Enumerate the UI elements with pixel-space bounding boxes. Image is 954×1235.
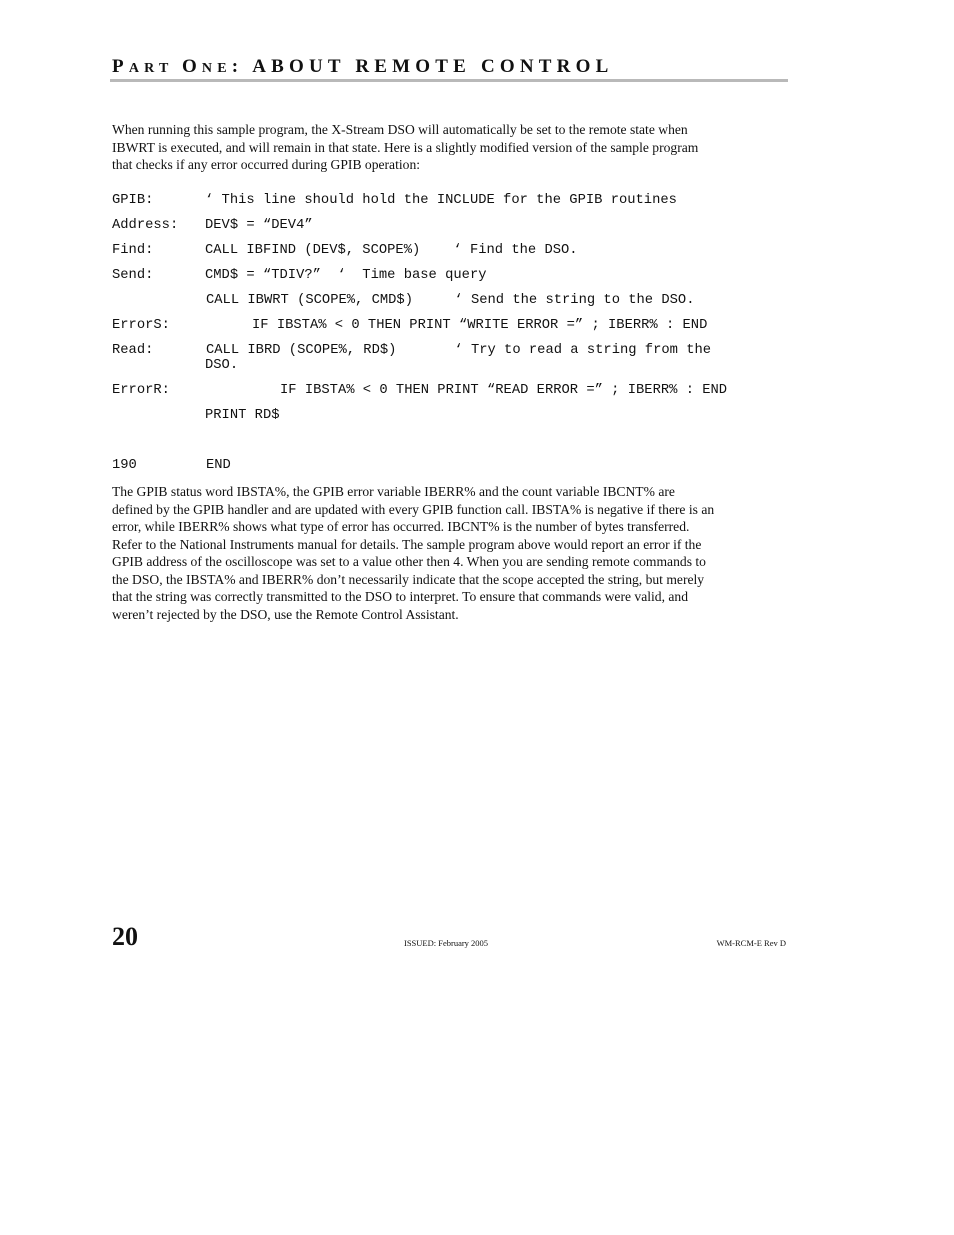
code-label-send: Send: [112, 268, 154, 283]
code-label-address: Address: [112, 218, 179, 233]
code-label-errorr: ErrorR: [112, 383, 170, 398]
header-one-rest: NE [201, 61, 232, 76]
code-label-190: 190 [112, 458, 137, 473]
code-line-errors: IF IBSTA% < 0 THEN PRINT “WRITE ERROR =” ; IBERR% : END [252, 318, 708, 333]
header-part-rest: ART [128, 61, 182, 76]
code-label-find: Find: [112, 243, 154, 258]
code-line-end: END [206, 458, 231, 473]
code-line-send-2: CALL IBWRT (SCOPE%, CMD$) ‘ Send the string to the DSO. [206, 293, 695, 308]
code-label-read: Read: [112, 343, 154, 358]
running-header [112, 56, 788, 80]
code-line-gpib: ‘ This line should hold the INCLUDE for the GPIB routines [205, 193, 677, 208]
header-initial-o: O [181, 56, 202, 77]
code-line-read-cont: DSO. [205, 358, 239, 373]
code-label-gpib: GPIB: [112, 193, 154, 208]
document-id: WM-RCM-E Rev D [716, 938, 786, 948]
code-line-send: CMD$ = “TDIV?” ‘ Time base query [205, 268, 487, 283]
code-label-errors: ErrorS: [112, 318, 170, 333]
issued-date: ISSUED: February 2005 [404, 938, 489, 948]
body-paragraph: The GPIB status word IBSTA%, the GPIB error variable IBERR% and the count variable IBCNT% are defined by the GPIB handler and are updated with every GPIB function call. IBSTA% is negative if there is an error, while IBERR% shows what type of error has occurred. IBCNT% is the number of bytes transferred. Refer to the National Instruments manual for details. The sample program above would report an error if the GPIB address of the oscilloscope was set to a value other then 4. When you are sending remote commands to the DSO, the IBSTA% and IBERR% don’t necessarily indicate that the scope accepted the string, but merely that the string was correctly transmitted to the DSO to interpret. To ensure that commands were valid, and weren’t rejected by the DSO, use the Remote Control Assistant. [112, 484, 715, 622]
intro-paragraph: When running this sample program, the X-Stream DSO will automatically be set to the remote state when IBWRT is executed, and will remain in that state. Here is a slightly modified version of the sample program that checks if any error occurred during GPIB operation: [112, 122, 699, 172]
header-initial-p: P [112, 56, 129, 77]
header-rule [110, 79, 788, 82]
code-line-read: CALL IBRD (SCOPE%, RD$) ‘ Try to read a string from the [206, 343, 712, 358]
code-line-print: PRINT RD$ [205, 408, 280, 423]
header-title: : ABOUT REMOTE CONTROL [231, 56, 614, 77]
code-line-errorr: IF IBSTA% < 0 THEN PRINT “READ ERROR =” ; IBERR% : END [280, 383, 728, 398]
code-line-find: CALL IBFIND (DEV$, SCOPE%) ‘ Find the DSO. [205, 243, 578, 258]
page-number: 20 [112, 922, 138, 951]
code-line-address: DEV$ = “DEV4” [205, 218, 313, 233]
